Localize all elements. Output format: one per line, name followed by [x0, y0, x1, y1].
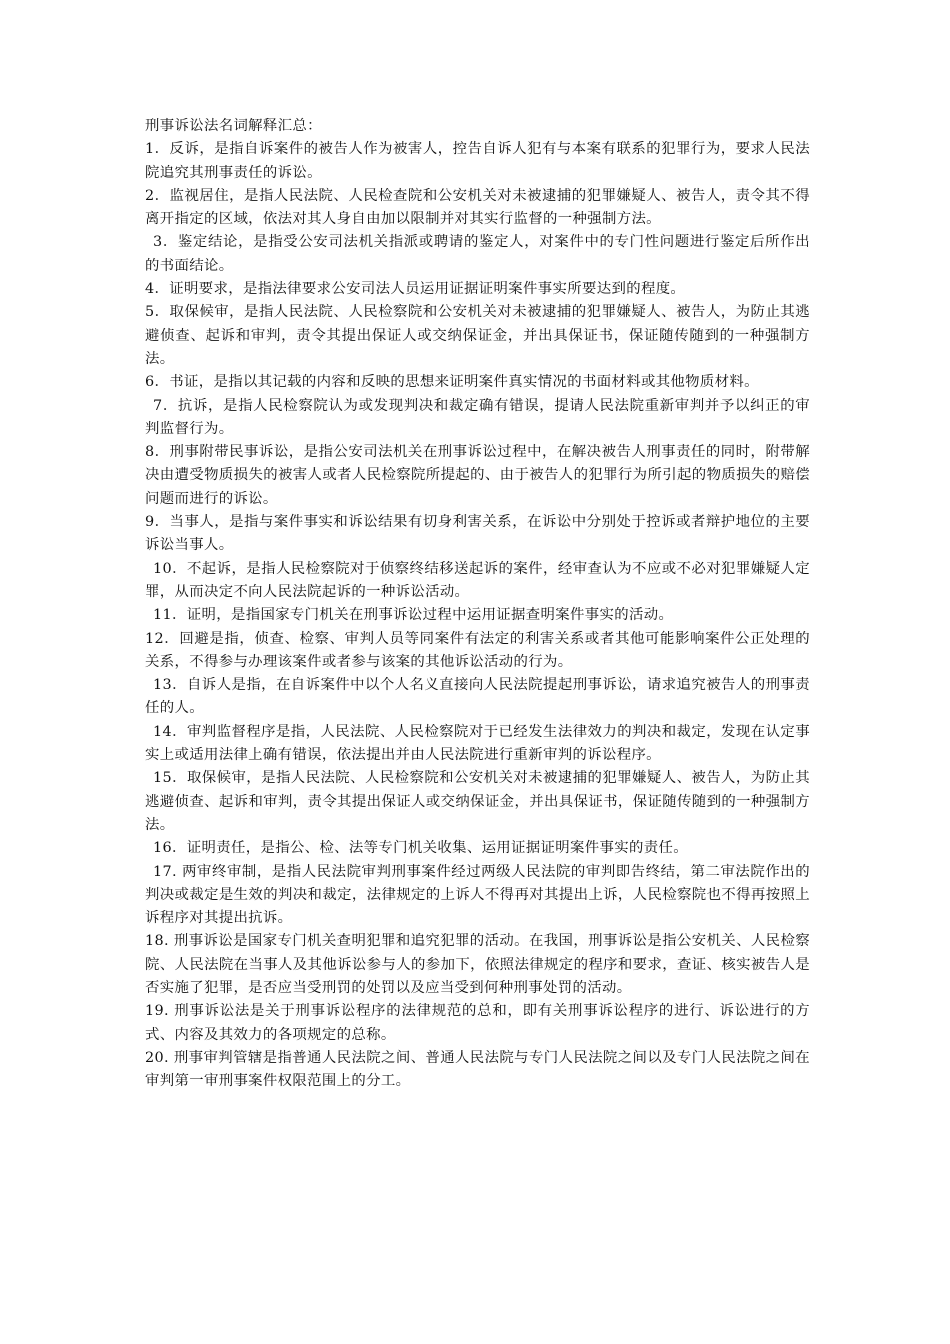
term-entry-14: 14．审判监督程序是指，人民法院、人民检察院对于已经发生法律效力的判决和裁定，发现在认定事实上或适用法律上确有错误，依法提出并由人民法院进行重新审判的诉讼程序。	[145, 723, 810, 764]
term-entry-12: 12．回避是指，侦查、检察、审判人员等同案件有法定的利害关系或者其他可能影响案件公正处理的关系，不得参与办理该案件或者参与该案的其他诉讼活动的行为。	[145, 630, 810, 670]
term-entry-5: 5．取保候审，是指人民法院、人民检察院和公安机关对未被逮捕的犯罪嫌疑人、被告人，为防止其逃避侦查、起诉和审判，责令其提出保证人或交纳保证金，并出具保证书，保证随传随到的一种强制方法。	[145, 304, 810, 367]
term-entry-17: 17. 两审终审制，是指人民法院审判刑事案件经过两级人民法院的审判即告终结，第二审法院作出的判决或裁定是生效的判决和裁定，法律规定的上诉人不得再对其提出上诉，人民检察院也不得再按照上诉程序对其提出抗诉。	[145, 863, 810, 927]
term-entry-1: 1．反诉，是指自诉案件的被告人作为被害人，控告自诉人犯有与本案有联系的犯罪行为，要求人民法院追究其刑事责任的诉讼。	[145, 141, 810, 181]
term-entry-13: 13．自诉人是指，在自诉案件中以个人名义直接向人民法院提起刑事诉讼，请求追究被告人的刑事责任的人。	[145, 677, 810, 717]
term-entry-6: 6．书证，是指以其记载的内容和反映的思想来证明案件真实情况的书面材料或其他物质材料。	[145, 374, 759, 391]
document-title: 刑事诉讼法名词解释汇总：	[145, 118, 322, 134]
term-entry-8: 8．刑事附带民事诉讼，是指公安司法机关在刑事诉讼过程中，在解决被告人刑事责任的同时，附带解决由遭受物质损失的被害人或者人民检察院所提起的、由于被告人的犯罪行为所引起的物质损失的赔偿问题而进行的诉讼。	[145, 444, 810, 507]
document-body	[145, 115, 810, 1093]
term-entry-20: 20. 刑事审判管辖是指普通人民法院之间、普通人民法院与专门人民法院之间以及专门人民法院之间在审判第一审刑事案件权限范围上的分工。	[145, 1049, 810, 1090]
term-entry-16: 16．证明责任，是指公、检、法等专门机关收集、运用证据证明案件事实的责任。	[153, 840, 688, 857]
term-entry-18: 18. 刑事诉讼是国家专门机关查明犯罪和追究犯罪的活动。在我国，刑事诉讼是指公安机关、人民检察院、人民法院在当事人及其他诉讼参与人的参加下，依照法律规定的程序和要求，查证、核实被告人是否实施了犯罪，是否应当受刑罚的处罚以及应当受到何种刑事处罚的活动。	[145, 933, 810, 996]
term-entry-19: 19. 刑事诉讼法是关于刑事诉讼程序的法律规范的总和，即有关刑事诉讼程序的进行、诉讼进行的方式、内容及其效力的各项规定的总称。	[145, 1003, 810, 1043]
term-entry-9: 9．当事人，是指与案件事实和诉讼结果有切身利害关系，在诉讼中分别处于控诉或者辩护地位的主要诉讼当事人。	[145, 514, 810, 554]
term-entry-10: 10．不起诉，是指人民检察院对于侦察终结移送起诉的案件，经审查认为不应或不必对犯罪嫌疑人定罪，从而决定不向人民法院起诉的一种诉讼活动。	[145, 560, 810, 600]
term-entry-4: 4．证明要求，是指法律要求公安司法人员运用证据证明案件事实所要达到的程度。	[145, 281, 686, 298]
term-entry-2: 2．监视居住，是指人民法院、人民检查院和公安机关对未被逮捕的犯罪嫌疑人、被告人，责令其不得离开指定的区域，依法对其人身自由加以限制并对其实行监督的一种强制方法。	[145, 187, 810, 228]
term-entry-7: 7．抗诉，是指人民检察院认为或发现判决和裁定确有错误，提请人民法院重新审判并予以纠正的审判监督行为。	[145, 397, 810, 437]
term-entry-11: 11．证明，是指国家专门机关在刑事诉讼过程中运用证据查明案件事实的活动。	[153, 607, 674, 624]
term-entry-3: 3．鉴定结论，是指受公安司法机关指派或聘请的鉴定人，对案件中的专门性问题进行鉴定后所作出的书面结论。	[145, 234, 810, 274]
term-entry-15: 15．取保候审，是指人民法院、人民检察院和公安机关对未被逮捕的犯罪嫌疑人、被告人，为防止其逃避侦查、起诉和审判，责令其提出保证人或交纳保证金，并出具保证书，保证随传随到的一种强制方法。	[145, 770, 810, 833]
